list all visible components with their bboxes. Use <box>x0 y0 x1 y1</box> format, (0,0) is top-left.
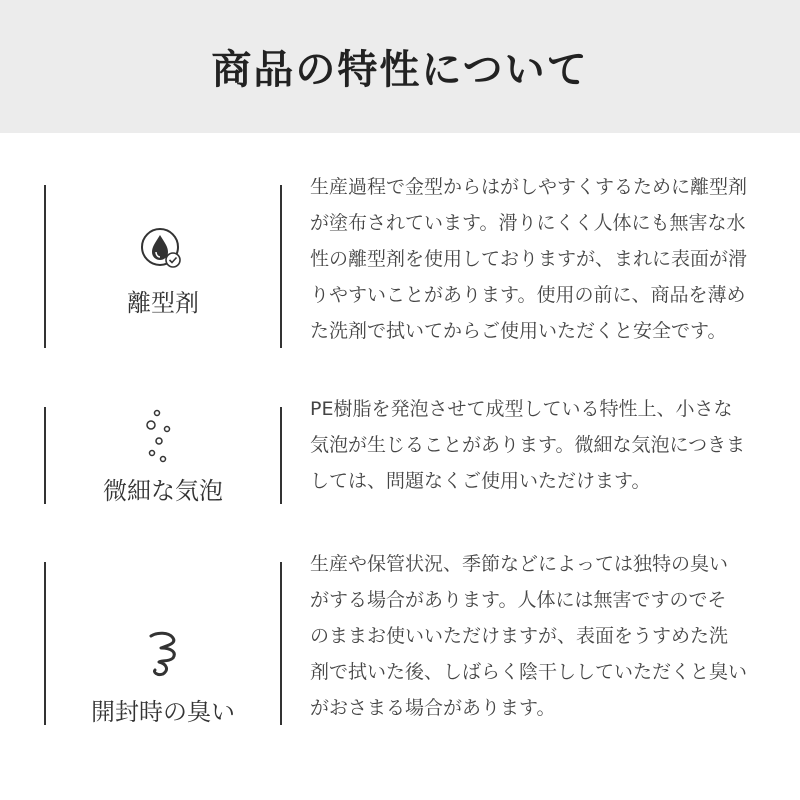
section-description <box>310 169 770 349</box>
section-label: 微細な気泡 <box>103 477 223 505</box>
description-line: がする場合があります。人体には無害ですのでそ <box>310 589 727 611</box>
drop-icon <box>46 225 280 275</box>
section-label-column <box>44 407 282 504</box>
section-fine-bubbles <box>0 398 800 505</box>
section-label-column <box>44 562 282 725</box>
description-line: がおさまる場合があります。 <box>310 697 556 719</box>
description-line: しては、問題なくご使用いただけます。 <box>310 470 651 492</box>
description-line: 性の離型剤を使用しておりますが、まれに表面が滑 <box>310 248 748 270</box>
description-line: りやすいことがあります。使用の前に、商品を薄め <box>310 284 746 306</box>
section-description <box>310 546 770 726</box>
description-line: 生産過程で金型からはがしやすくするために離型剤 <box>310 176 748 198</box>
description-line: 気泡が生じることがあります。微細な気泡につきま <box>310 434 746 456</box>
description-line: 生産や保管状況、季節などによっては独特の臭い <box>310 553 729 575</box>
section-release-agent <box>0 176 800 348</box>
section-label: 離型剤 <box>127 289 199 317</box>
section-opening-odor <box>0 553 800 726</box>
header-bar <box>0 0 800 133</box>
description-line: が塗布されています。滑りにくく人体にも無害な水 <box>310 212 746 234</box>
smell-icon <box>46 630 280 678</box>
description-line: のままお使いいただけますが、表面をうすめた洗 <box>310 625 729 647</box>
page-title: 商品の特性について <box>211 47 589 93</box>
section-description <box>310 391 770 499</box>
description-line: た洗剤で拭いてからご使用いただくと安全です。 <box>310 320 727 342</box>
description-line: 剤で拭いた後、しばらく陰干ししていただくと臭い <box>310 661 748 683</box>
section-label: 開封時の臭い <box>91 698 235 726</box>
bubbles-icon <box>46 409 280 465</box>
section-label-column <box>44 185 282 348</box>
description-line: PE樹脂を発泡させて成型している特性上、小さな <box>310 398 733 420</box>
